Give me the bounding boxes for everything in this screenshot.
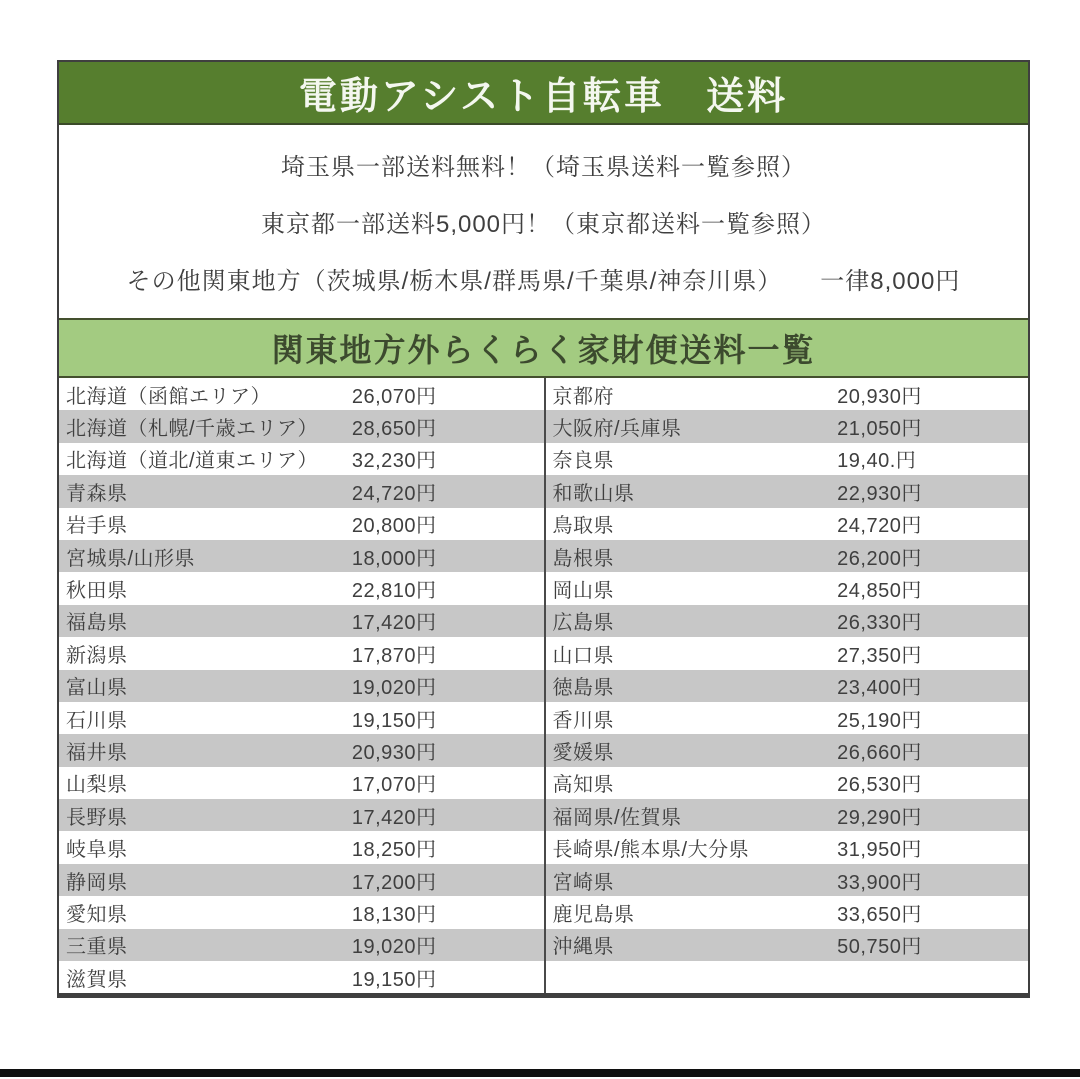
table-row — [546, 508, 1029, 540]
table-section-header — [59, 318, 1028, 378]
price-cell: 26,330円 — [837, 612, 922, 635]
price-cell: 29,290円 — [837, 806, 922, 829]
region-cell: 新潟県 — [66, 644, 128, 667]
table-row — [546, 410, 1029, 442]
price-cell: 20,930円 — [837, 385, 922, 408]
price-cell: 23,400円 — [837, 677, 922, 700]
table-row — [59, 896, 544, 928]
table-row — [546, 572, 1029, 604]
table-row — [59, 410, 544, 442]
region-cell: 山梨県 — [66, 774, 128, 797]
table-column-left — [59, 378, 544, 993]
price-cell: 26,660円 — [837, 741, 922, 764]
table-row — [546, 896, 1029, 928]
region-cell: 高知県 — [552, 774, 614, 797]
price-cell: 19,40.円 — [837, 450, 917, 473]
price-cell: 31,950円 — [837, 839, 922, 862]
table-row — [59, 799, 544, 831]
price-cell: 50,750円 — [837, 936, 922, 959]
region-cell: 北海道（札幌/千歳エリア） — [66, 418, 319, 441]
table-row — [546, 799, 1029, 831]
shipping-fee-sheet — [57, 60, 1030, 998]
table-row — [59, 929, 544, 961]
price-cell: 19,020円 — [351, 936, 437, 959]
note-saitama: 埼玉県一部送料無料！（埼玉県送料一覧参照） — [281, 154, 806, 181]
region-cell: 福岡県/佐賀県 — [552, 806, 682, 829]
table-row — [59, 670, 544, 702]
region-cell: 和歌山県 — [552, 482, 635, 505]
title-bar — [59, 62, 1028, 125]
table-row — [59, 378, 544, 410]
table-column-right — [544, 378, 1029, 993]
shipping-fee-table — [59, 378, 1028, 996]
table-row — [59, 508, 544, 540]
region-cell: 石川県 — [66, 709, 128, 732]
table-row — [59, 961, 544, 993]
region-cell: 宮崎県 — [552, 871, 614, 894]
region-cell: 岡山県 — [552, 580, 614, 603]
price-cell: 27,350円 — [837, 644, 922, 667]
region-cell: 京都府 — [552, 385, 614, 408]
price-cell: 17,200円 — [351, 871, 437, 894]
region-cell: 長崎県/熊本県/大分県 — [552, 839, 750, 862]
price-cell: 18,000円 — [351, 547, 437, 570]
price-cell: 17,070円 — [351, 774, 437, 797]
note-tokyo: 東京都一部送料5,000円！（東京都送料一覧参照） — [260, 211, 827, 238]
region-cell: 福島県 — [66, 612, 128, 635]
price-cell: 24,720円 — [351, 482, 437, 505]
price-cell: 19,150円 — [351, 968, 437, 991]
price-cell: 24,850円 — [837, 580, 922, 603]
table-row — [546, 767, 1029, 799]
table-row — [546, 378, 1029, 410]
region-cell: 香川県 — [552, 709, 614, 732]
region-cell: 島根県 — [552, 547, 614, 570]
region-cell: 北海道（道北/道東エリア） — [66, 450, 319, 473]
price-cell: 26,200円 — [837, 547, 922, 570]
region-cell: 三重県 — [66, 936, 128, 959]
note-other-kanto: その他関東地方（茨城県/栃木県/群馬県/千葉県/神奈川県） 一律8,000円 — [126, 268, 961, 295]
table-row — [546, 961, 1029, 993]
price-cell: 26,070円 — [351, 385, 437, 408]
region-cell: 富山県 — [66, 677, 128, 700]
region-cell: 滋賀県 — [66, 968, 128, 991]
region-cell: 愛知県 — [66, 903, 128, 926]
table-row — [546, 864, 1029, 896]
bottom-black-bar — [0, 1069, 1080, 1077]
region-cell: 広島県 — [552, 612, 614, 635]
region-cell: 静岡県 — [66, 871, 128, 894]
kanto-shipping-notes — [59, 125, 1028, 318]
price-cell: 17,870円 — [351, 644, 437, 667]
region-cell: 徳島県 — [552, 677, 614, 700]
region-cell: 青森県 — [66, 482, 128, 505]
price-cell: 18,130円 — [351, 903, 437, 926]
price-cell: 22,930円 — [837, 482, 922, 505]
region-cell: 長野県 — [66, 806, 128, 829]
table-row — [546, 831, 1029, 863]
table-section-title: 関東地方外らくらく家財便送料一覧 — [271, 332, 816, 368]
price-cell: 19,020円 — [351, 677, 437, 700]
region-cell: 岐阜県 — [66, 839, 128, 862]
table-row — [546, 670, 1029, 702]
table-row — [59, 864, 544, 896]
table-row — [59, 767, 544, 799]
price-cell: 18,250円 — [351, 839, 437, 862]
table-row — [546, 540, 1029, 572]
price-cell: 25,190円 — [837, 709, 922, 732]
price-cell: 22,810円 — [351, 580, 437, 603]
table-row — [546, 929, 1029, 961]
price-cell: 20,930円 — [351, 741, 437, 764]
price-cell: 33,650円 — [837, 903, 922, 926]
table-row — [59, 637, 544, 669]
region-cell: 奈良県 — [552, 450, 614, 473]
table-row — [546, 605, 1029, 637]
table-row — [59, 443, 544, 475]
table-row — [59, 540, 544, 572]
region-cell: 愛媛県 — [552, 741, 614, 764]
price-cell: 33,900円 — [837, 871, 922, 894]
region-cell: 福井県 — [66, 741, 128, 764]
table-row — [59, 702, 544, 734]
table-row — [59, 831, 544, 863]
region-cell: 山口県 — [552, 644, 614, 667]
table-row — [546, 702, 1029, 734]
price-cell: 21,050円 — [837, 418, 922, 441]
region-cell: 鳥取県 — [552, 515, 614, 538]
price-cell: 17,420円 — [351, 612, 437, 635]
region-cell: 秋田県 — [66, 580, 128, 603]
table-row — [546, 734, 1029, 766]
table-row — [546, 475, 1029, 507]
table-row — [59, 475, 544, 507]
price-cell: 17,420円 — [351, 806, 437, 829]
price-cell: 20,800円 — [351, 515, 437, 538]
price-cell: 19,150円 — [351, 709, 437, 732]
table-row — [59, 734, 544, 766]
region-cell: 鹿児島県 — [552, 903, 635, 926]
table-row — [59, 572, 544, 604]
region-cell: 大阪府/兵庫県 — [552, 418, 682, 441]
region-cell: 宮城県/山形県 — [66, 547, 196, 570]
region-cell: 北海道（函館エリア） — [66, 385, 271, 408]
page-title: 電動アシスト自転車 送料 — [298, 76, 789, 118]
price-cell: 26,530円 — [837, 774, 922, 797]
price-cell: 32,230円 — [351, 450, 437, 473]
table-row — [546, 443, 1029, 475]
table-row — [546, 637, 1029, 669]
table-row — [59, 605, 544, 637]
region-cell: 岩手県 — [66, 515, 128, 538]
region-cell: 沖縄県 — [552, 936, 614, 959]
price-cell: 28,650円 — [351, 418, 437, 441]
price-cell: 24,720円 — [837, 515, 922, 538]
